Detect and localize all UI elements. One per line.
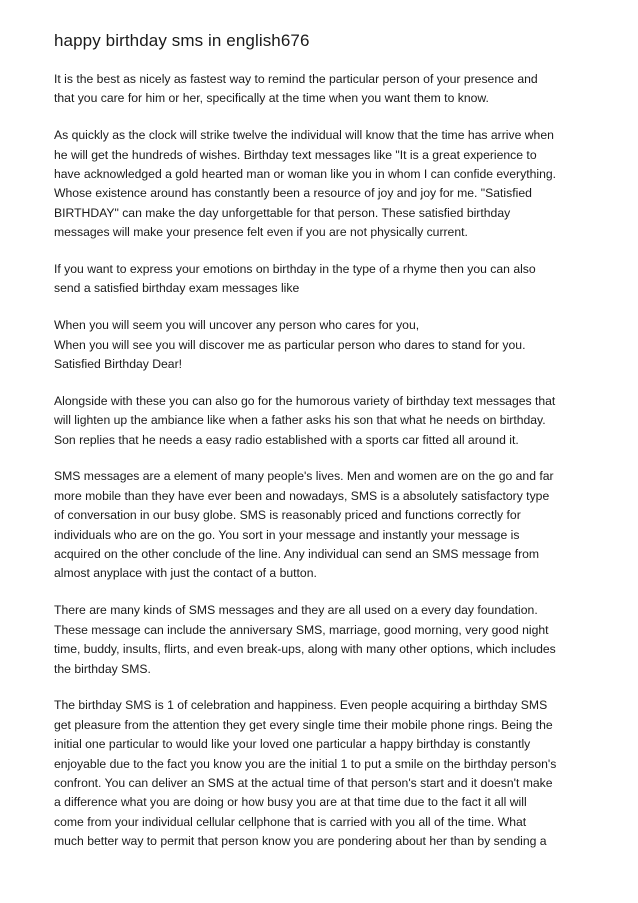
text-line: the birthday SMS. [54,661,151,676]
paragraph [54,696,588,851]
paragraph [54,126,588,242]
text-line: Satisfied Birthday Dear! [54,357,183,372]
paragraph [54,260,588,299]
paragraph [54,601,588,679]
text-line: send a satisfied birthday exam messages like [54,281,300,296]
text-line: come from your individual cellular cellphone that is carried with you all of the time. What [54,814,527,829]
paragraph [54,70,588,109]
text-line: There are many kinds of SMS messages and they are all used on a every day foundation. [54,603,538,618]
text-line: These message can include the anniversary SMS, marriage, good morning, very good night [54,622,549,637]
paragraph [54,467,588,583]
text-line: individuals who are on the go. You sort in your message and instantly your message is [54,527,520,542]
paragraph [54,316,588,374]
text-line: When you will see you will discover me as particular person who dares to stand for you. [54,337,526,352]
text-line: of conversation in our busy globe. SMS is reasonably priced and functions correctly for [54,508,521,523]
text-line: enjoyable due to the fact you know you are the initial 1 to put a smile on the birthday person's [54,756,557,771]
document-body [54,70,588,852]
text-line: that you care for him or her, specifically at the time when you want them to know. [54,91,489,106]
text-line: Son replies that he needs a easy radio established with a sports car fitted all around it. [54,432,519,447]
text-line: have acknowledged a gold hearted man or woman like you in whom I can confide everything. [54,167,557,182]
text-line: Whose existence around has constantly been a resource of joy and joy for me. "Satisfied [54,186,532,201]
text-line: a difference what you are doing or how busy you are at that time due to the fact it all will [54,795,527,810]
paragraph [54,392,588,450]
text-line: It is the best as nicely as fastest way to remind the particular person of your presence and [54,72,538,86]
text-line: messages will make your presence felt even if you are not physically current. [54,225,468,240]
text-line: time, buddy, insults, flirts, and even break-ups, along with many other options, which includes [54,642,556,657]
text-line: Alongside with these you can also go for the humorous variety of birthday text messages that [54,393,556,408]
text-line: As quickly as the clock will strike twelve the individual will know that the time has arrive when [54,128,554,143]
text-line: more mobile than they have ever been and nowadays, SMS is a absolutely satisfactory type [54,488,550,503]
text-line: acquired on the other conclude of the line. Any individual can send an SMS message from [54,547,540,562]
document-page [54,30,588,869]
text-line: confront. You can deliver an SMS at the actual time of that person's start and it doesn't make [54,775,553,790]
page-title: happy birthday sms in english676 [54,31,310,50]
text-line: will lighten up the ambiance like when a father asks his son that what he needs on birthday. [54,413,546,428]
text-line: much better way to permit that person know you are pondering about her than by sending a [54,834,547,849]
text-line: get pleasure from the attention they get every single time their mobile phone rings. Being the [54,717,553,732]
text-line: initial one particular to would like your loved one particular a happy birthday is constantly [54,737,531,752]
text-line: he will get the hundreds of wishes. Birthday text messages like "It is a great experience to [54,147,537,162]
text-line: When you will seem you will uncover any person who cares for you, [54,318,420,333]
text-line: The birthday SMS is 1 of celebration and happiness. Even people acquiring a birthday SMS [54,698,548,713]
text-line: SMS messages are a element of many people's lives. Men and women are on the go and far [54,469,554,484]
text-line: If you want to express your emotions on birthday in the type of a rhyme then you can also [54,262,536,277]
text-line: almost anyplace with just the contact of a button. [54,566,317,581]
text-line: BIRTHDAY" can make the day unforgettable for that person. These satisfied birthday [54,205,511,220]
